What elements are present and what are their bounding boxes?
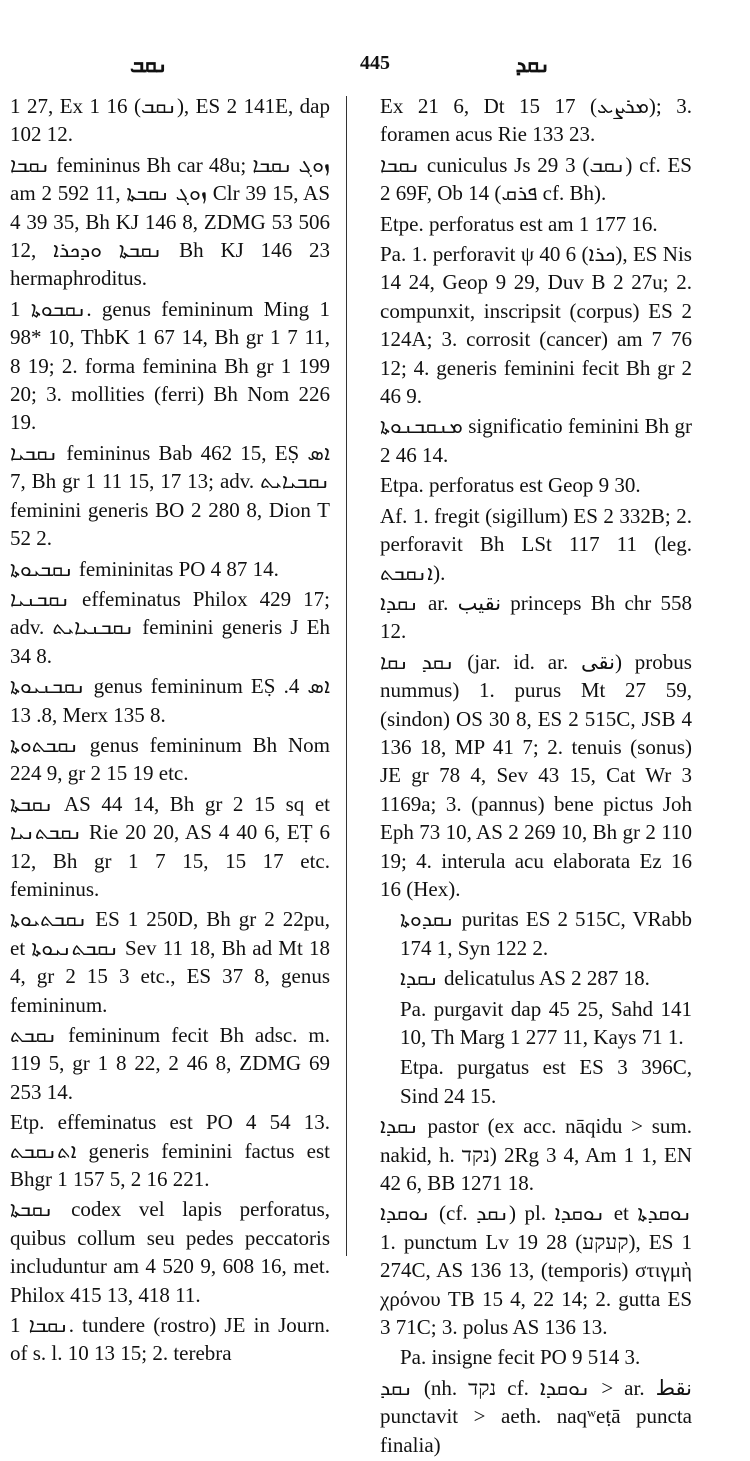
dictionary-entry: Af. 1. fregit (sigillum) ES 2 332B; 2. perforavit Bh LSt 117 11 (leg. ܐܢܩܒܬ). bbox=[380, 503, 692, 585]
column-divider bbox=[346, 96, 347, 1256]
left-column bbox=[10, 92, 330, 1370]
dictionary-entry: ܢܩܒܐ cuniculus Js 29 3 (ܢܩܒ) cf. ES 2 69F, Ob 14 (ܦܪܩ cf. Bh). bbox=[380, 152, 692, 206]
right-column bbox=[380, 92, 692, 1461]
dictionary-entry: Pa. 1. perforavit ψ 40 6 (ܟܪܐ), ES Nis 14 24, Geop 9 29, Duv B 2 27u; 2. compunxit, inscripsit (corpus) ES 2 124A; 3. corrosit (cancer) am 7 76 12; 4. generis feminini fecit Bh gr 2 46 9. bbox=[380, 242, 692, 409]
dictionary-entry: ܢܩܒܬ femininum fecit Bh adsc. m. 119 5, gr 1 8 22, 2 46 8, ZDMG 69 253 14. bbox=[10, 1023, 330, 1104]
dictionary-entry: ܢܩܒܘܬܐ 1. genus femininum Ming 1 98* 10, ThbK 1 67 14, Bh gr 1 7 11, 8 19; 2. forma feminina Bh gr 1 199 20; 3. mollities (ferri) Bh Nom 226 19. bbox=[10, 296, 330, 435]
dictionary-entry: ܢܩܕܐ pastor (ex acc. nāqidu > sum. nakid, h. נקד) 2Rg 3 4, Am 1 1, EN 42 6, BB 1271 18. bbox=[380, 1114, 692, 1196]
page-header bbox=[0, 52, 750, 82]
dictionary-entry: ܢܩܒܝܘܬܐ femininitas PO 4 87 14. bbox=[10, 556, 279, 581]
dictionary-entry: ܢܘܩܕܐ (cf. ܢܩܕ) pl. ܢܘܩܕܐ et ܢܘܩܕܬܐ 1. punctum Lv 19 28 (קעקע), ES 1 274C, AS 136 13, (temporis) στιγμὴ χρόνου TB 15 4, 22 14; 2. gutta ES 3 71C; 3. polus AS 136 13. bbox=[380, 1201, 693, 1340]
dictionary-entry: Ex 21 6, Dt 15 17 (ܡܪܨܥ); 3. foramen acus Rie 133 23. bbox=[380, 94, 692, 147]
dictionary-entry: ܢܩܕ (nh. נקד cf. ܢܘܩܕܐ > ar. نقط punctavit > aeth. naqʷeṭā puncta finalia) bbox=[380, 1375, 692, 1457]
dictionary-entry: ܢܩܕ ܢܩܐ (jar. id. ar. نقى) probus nummus) 1. purus Mt 27 59, (sindon) OS 30 8, ES 2 515C, JSB 4 136 18, MP 41 7; 2. tenuis (sonus) JE gr 78 4, Sev 43 15, Cat Wr 3 1169a; 3. (pannus) bene pictus Joh Eph 73 10, AS 2 269 10, Bh gr 2 110 19; 4. interula acu elaborata Ez 16 16 (Hex). bbox=[380, 649, 692, 901]
dictionary-entry: ܢܩܒܬܐ AS 44 14, Bh gr 2 15 sq et ܢܩܒܬܢܝܐ Rie 20 20, AS 4 40 6, EṬ 6 12, Bh gr 1 7 15, 15 17 etc. femininus. bbox=[10, 791, 330, 901]
dictionary-entry: ܢܩܒܝܐ femininus Bab 462 15, EṢ ܐܣ 7, Bh gr 1 11 15, 17 13; adv. ܢܩܒܝܐܝܬ feminini generis BO 2 280 8, Dion T 52 2. bbox=[10, 440, 330, 551]
dictionary-entry: ܢܩܕܐ ar. نقيب princeps Bh chr 558 12. bbox=[380, 590, 692, 644]
header-right-word: ܢܩܕ bbox=[515, 52, 550, 78]
dictionary-subentry: Pa. purgavit dap 45 25, Sahd 141 10, Th Marg 1 277 11, Kays 71 1. bbox=[400, 996, 692, 1049]
dictionary-entry: Etp. effeminatus est PO 4 54 13. ܐܬܢܩܒܬ generis feminini factus est Bhgr 1 157 5, 2 16 221. bbox=[10, 1110, 330, 1192]
dictionary-entry: Etpe. perforatus est am 1 177 16. bbox=[380, 211, 658, 236]
header-left-word: ܢܩܒ bbox=[130, 52, 168, 78]
page-number: 445 bbox=[360, 52, 390, 74]
dictionary-subentry: ܢܩܕܘܬܐ puritas ES 2 515C, VRabb 174 1, Syn 122 2. bbox=[400, 907, 692, 960]
dictionary-entry: 1 27, Ex 1 16 (ܢܩܒ), ES 2 141E, dap 102 12. bbox=[10, 94, 330, 147]
dictionary-entry: Etpa. perforatus est Geop 9 30. bbox=[380, 473, 641, 498]
dictionary-entry: ܢܩܒܐ 1. tundere (rostro) JE in Journ. of s. l. 10 13 15; 2. terebra bbox=[10, 1313, 330, 1366]
dictionary-entry: ܢܩܒܢܝܐ effeminatus Philox 429 17; adv. ܢܩܒܢܝܐܝܬ feminini generis J Eh 34 8. bbox=[10, 586, 330, 668]
dictionary-entry: ܢܩܒܬܘܬܐ genus femininum Bh Nom 224 9, gr 2 15 19 etc. bbox=[10, 732, 330, 786]
dictionary-entry: ܢܩܒܬܐ codex vel lapis perforatus, quibus collum seu pedes peccatoris includuntur am 4 520 9, 608 16, met. Philox 415 13, 418 11. bbox=[10, 1197, 330, 1307]
dictionary-subentry: Etpa. purgatus est ES 3 396C, Sind 24 15. bbox=[400, 1055, 692, 1108]
dictionary-subentry: ܢܩܕܐ delicatulus AS 2 287 18. bbox=[400, 966, 650, 991]
dictionary-entry: ܡܢܩܒܢܘܬܐ significatio feminini Bh gr 2 46 14. bbox=[380, 414, 692, 467]
dictionary-entry: ܢܩܒܢܝܘܬܐ genus femininum EṢ ܐܣ 4. 8. 13, Merx 135 8. bbox=[10, 674, 330, 727]
dictionary-entry: ܢܩܒܬܝܘܬܐ ES 1 250D, Bh gr 2 22pu, et ܢܩܒܬܢܝܘܬܐ Sev 11 18, Bh ad Mt 18 4, gr 2 15 3 etc., ES 37 8, genus femininum. bbox=[10, 907, 331, 1017]
dictionary-entry: ܢܩܒܐ femininus Bh car 48u; ܙܘܓ ܢܩܒܐ am 2 592 11, ܙܘܓ ܢܩܒܬܐ Clr 39 15, AS 4 39 35, Bh KJ 146 8, ZDMG 53 506 12, ܢܩܒܬܐ ܘܕܟܪܐ Bh KJ 146 23 hermaphroditus. bbox=[10, 152, 330, 291]
dictionary-subentry: Pa. insigne fecit PO 9 514 3. bbox=[400, 1345, 641, 1370]
